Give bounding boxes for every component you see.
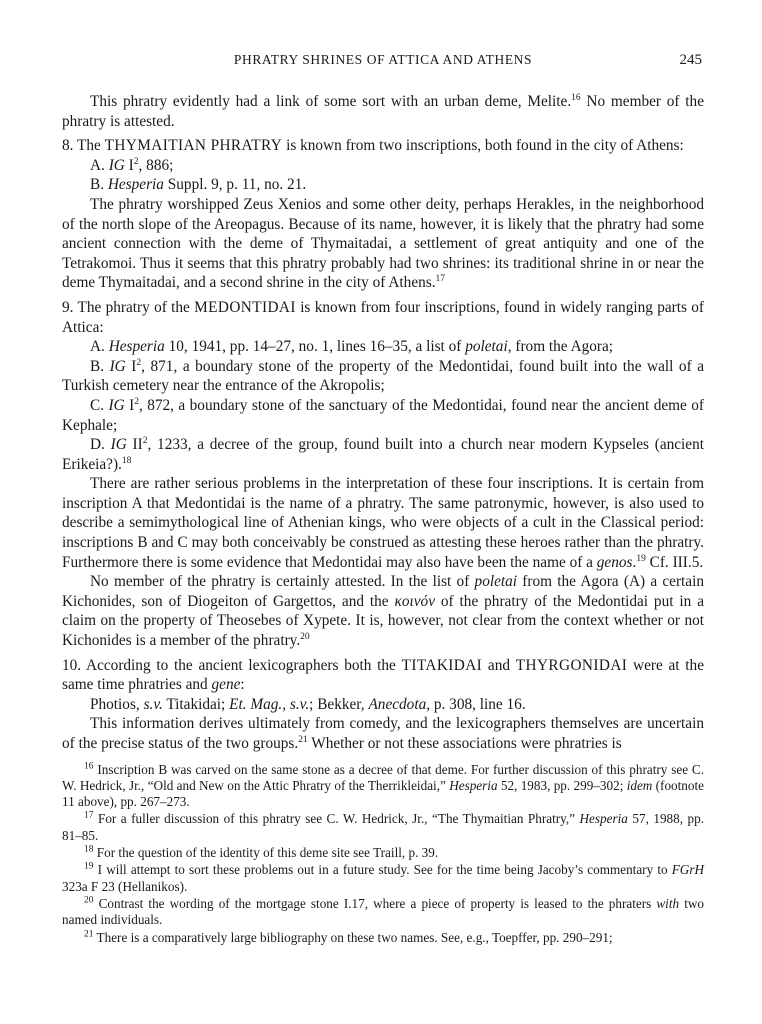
inscription-9a: A. Hesperia 10, 1941, pp. 14–27, no. 1, lines 16–35, a list of poletai, from the Agora; (90, 338, 614, 356)
inscription-9b: B. IG $I^2$, 871, a boundary stone of the property of the Medontidai, found built into the wall of a Turkish cemetery near the entrance of the Akropolis; (62, 357, 705, 395)
greek-word: κοινόν (394, 592, 435, 610)
paragraph-thymaitian: The phratry worshipped Zeus Xenios and some other deity, perhaps Herakles, in the neighborhood of the north slope of the Areopagus. Because of its name, however, it is likely that the phratry had some ancient connection with the deme of Thymaitadai, a settlement of great antiquity and one of the Tetrakomoi. Thus it seems that this phratry probably had two shrines: its traditional shrine in or near the deme Thymaitadai, and a second shrine in the city of Athens.$^{17}$ (62, 195, 704, 292)
section-10-heading: 10. According to the ancient lexicographers both the TITAKIDAI and THYRGONIDAI were at the same time phratries and gene: (62, 656, 704, 694)
phratry-name-titakidai: TITAKIDAI (401, 656, 483, 674)
section-9-heading: 9. The phratry of the MEDONTIDAI is known from four inscriptions, found in widely ranging parts of Attica: (62, 298, 705, 336)
inscription-9d: D. IG $II^2$, 1233, a decree of the group, found built into a church near modern Kypseles (ancient Erikeia?).$^{18}$ (62, 436, 704, 473)
paragraph-lexicographers: This information derives ultimately from comedy, and the lexicographers themselves are uncertain of the precise status of the two groups.$^{21}$ Whether or not these associations were phratries is (62, 715, 704, 752)
footnote-ref-17[interactable]: 17 (435, 274, 446, 285)
phratry-name-medontidai: MEDONTIDAI (194, 298, 296, 316)
paragraph-medontidai-members: No member of the phratry is certainly attested. In the list of poletai from the Agora (A) a certain Kichonides, son of Diogeiton of Gargettos, and the κοινόν of the phratry of the Medontidai put in a claim on the property of Theosebes of Xypete. It is, however, not clear from the context whether or not Kichonides is a member of the phratry.$^{20}$ (62, 573, 704, 650)
footnote-ref-19[interactable]: 19 (636, 553, 646, 564)
footnote-21: $^{21}$ There is a comparatively large bibliography on these two names. See, e.g., Toepffer, pp. 290–291; (84, 929, 613, 945)
lexicographer-sources: Photios, s.v. Titakidai; Et. Mag., s.v.; Bekker, Anecdota, p. 308, line 16. (90, 695, 526, 713)
footnote-17: $^{17}$ For a fuller discussion of this phratry see C. W. Hedrick, Jr., “The Thymaitian Phratry,” Hesperia 57, 1988, pp. 81–85. (62, 811, 704, 843)
footnote-ref-16[interactable]: 16 (571, 92, 581, 103)
footnote-ref-18[interactable]: 18 (121, 455, 132, 466)
footnote-18: $^{18}$ For the question of the identity of this deme site see Traill, p. 39. (84, 844, 439, 861)
footnote-19: $^{19}$ I will attempt to sort these problems out in a future study. See for the time being Jacoby’s commentary to FGrH 323a F 23 (Hellanikos). (62, 861, 704, 894)
footnote-16: $^{16}$ Inscription B was carved on the same stone as a decree of that deme. For further discussion of this phratry see C. W. Hedrick, Jr., “Old and New on the Attic Phratry of the Therrikleidai,” Hesperia 52, 1983, pp. 299–302; idem (footnote 11 above), pp. 267–273. (62, 761, 704, 810)
footnote-20: $^{20}$ Contrast the wording of the mortgage stone I.17, where a piece of property is leased to the phraters with two named individuals. (62, 895, 705, 928)
paragraph-melite: This phratry evidently had a link of some sort with an urban deme, Melite.$^{16}$ No member of the phratry is attested. (62, 92, 704, 130)
page-number: 245 (679, 52, 702, 68)
paragraph-medontidai-problems: There are rather serious problems in the interpretation of these four inscriptions. It is certain from inscription A that Medontidai is the name of a phratry. The same patronymic, however, is also used to describe a semimythological line of Athenian kings, who were objects of a cult in the Classical period: inscriptions B and C may both conceivably be construed as attesting these heroes rather than the phratry. Furthermore there is some evidence that Medontidai may also have been the name of a genos.$^{19}$ Cf. III.5. (62, 475, 704, 571)
inscription-8a: A. IG $I^2$, 886; (90, 156, 174, 174)
running-title: PHRATRY SHRINES OF ATTICA AND ATHENS (233, 52, 533, 67)
footnotes (62, 762, 704, 946)
inscription-8b: B. Hesperia Suppl. 9, p. 11, no. 21. (90, 176, 307, 194)
document-page (62, 52, 704, 946)
main-text (62, 92, 704, 754)
footnote-ref-20[interactable]: 20 (300, 631, 310, 642)
phratry-name-thyrgonidai: THYRGONIDAI (515, 656, 628, 674)
running-header (62, 52, 704, 74)
inscription-9c: C. IG $I^2$, 872, a boundary stone of the sanctuary of the Medontidai, found near the ancient deme of Kephale; (62, 396, 705, 434)
footnote-ref-21[interactable]: 21 (298, 734, 308, 745)
section-8-heading: 8. The THYMAITIAN PHRATRY is known from two inscriptions, both found in the city of Athens: (62, 137, 684, 155)
phratry-name-thymaitian: THYMAITIAN PHRATRY (104, 137, 283, 155)
